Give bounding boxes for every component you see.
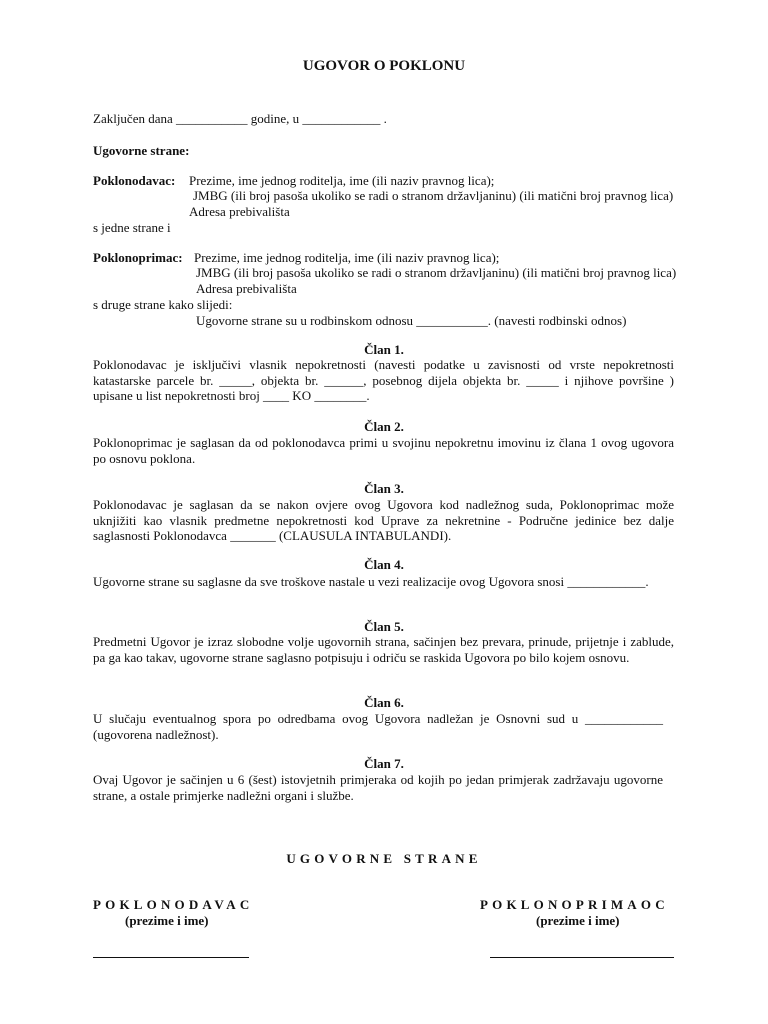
article-2-text: Poklonoprimac je saglasan da od poklonodavca primi u svojinu nepokretnu imovinu iz člana 1 ovog ugovora po osnovu poklona.: [93, 435, 674, 466]
article-7-text: Ovaj Ugovor je sačinjen u 6 (šest) istovjetnih primjeraka od kojih po jedan primjerak zadržavaju ugovorne strane, a ostale primjerke nadležni organi i službe.: [93, 772, 663, 803]
article-6-heading: Član 6.: [364, 695, 404, 710]
article-5-text: Predmetni Ugovor je izraz slobodne volje ugovornih strana, sačinjen bez prevara, prinude, prijetnje i zablude, pa ga kao takav, ugovorne strane saglasno potpisuju i odriču se raskida Ugovora po bilo kojem osnovu.: [93, 634, 674, 665]
document-title: UGOVOR O POKLONU: [302, 58, 466, 74]
donee-line-2: JMBG (ili broj pasoša ukoliko se radi o stranom državljaninu) (ili matični broj pravnog lica): [196, 265, 677, 280]
signatures-heading: UGOVORNE STRANE: [286, 851, 482, 866]
donee-line-1: Prezime, ime jednog roditelja, ime (ili naziv pravnog lica);: [194, 250, 500, 265]
article-6-text: U slučaju eventualnog spora po odredbama ovog Ugovora nadležan je Osnovni sud u ____________ (ugovorena nadležnost).: [93, 711, 663, 742]
intro-line: Zaključen dana ___________ godine, u ____________ .: [93, 111, 387, 126]
donor-line-1: Prezime, ime jednog roditelja, ime (ili naziv pravnog lica);: [189, 173, 495, 188]
donor-side: s jedne strane i: [93, 220, 171, 235]
article-5-heading: Član 5.: [364, 619, 404, 634]
article-7-heading: Član 7.: [364, 756, 404, 771]
parties-heading: Ugovorne strane:: [93, 143, 190, 158]
article-3-text: Poklonodavac je saglasan da se nakon ovjere ovog Ugovora kod nadležnog suda, Poklonoprimac može uknjižiti kao vlasnik predmetne nepokretnosti kod Uprave za nekretnine - Područne jedinice bez dalje saglasnosti Poklonodavca _______ (CLAUSULA INTABULANDI).: [93, 497, 674, 543]
donor-signature-line: [93, 957, 249, 958]
article-4-heading: Član 4.: [364, 557, 404, 572]
relation-line: Ugovorne strane su u rodbinskom odnosu ___________. (navesti rodbinski odnos): [196, 313, 627, 328]
donee-line-3: Adresa prebivališta: [196, 281, 297, 296]
article-3-heading: Član 3.: [364, 481, 404, 496]
article-2-heading: Član 2.: [364, 419, 404, 434]
article-1-text: Poklonodavac je isključivi vlasnik nepokretnosti (navesti podatke u zavisnosti od vrste nepokretnosti katastarske parcele br. _____, objekta br. ______, posebnog dijela objekta br. _____ i njihove površine ) upisane u list nepokretnosti broj ____ KO ________.: [93, 357, 674, 403]
article-4-text: Ugovorne strane su saglasne da sve troškove nastale u vezi realizacije ovog Ugovora snosi ____________.: [93, 574, 649, 589]
donee-signature-sub: (prezime i ime): [536, 913, 620, 928]
donee-label: Poklonoprimac:: [93, 250, 183, 265]
donee-signature-line: [490, 957, 674, 958]
article-1-heading: Član 1.: [364, 342, 404, 357]
donee-signature-label: POKLONOPRIMAOC: [480, 897, 669, 912]
donor-line-2: JMBG (ili broj pasoša ukoliko se radi o stranom državljaninu) (ili matični broj pravnog lica): [193, 188, 674, 203]
donor-line-3: Adresa prebivališta: [189, 204, 290, 219]
donor-signature-sub: (prezime i ime): [125, 913, 209, 928]
donee-side: s druge strane kako slijedi:: [93, 297, 233, 312]
donor-label: Poklonodavac:: [93, 173, 176, 188]
donor-signature-label: POKLONODAVAC: [93, 897, 254, 912]
